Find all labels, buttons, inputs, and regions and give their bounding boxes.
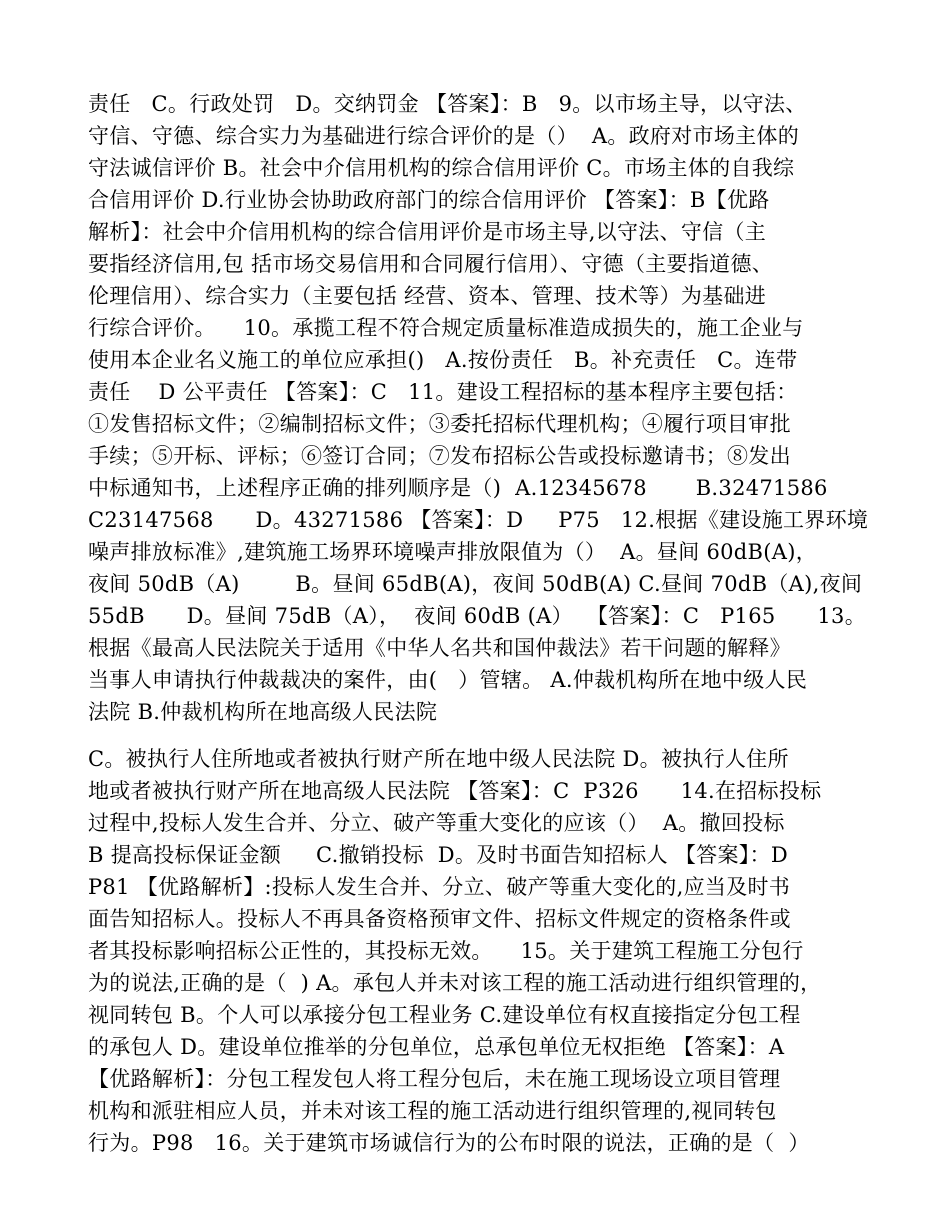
text-line: P81 【优路解析】:投标人发生合并、分立、破产等重大变化的,应当及时书	[88, 875, 791, 899]
text-line: 手续；⑤开标、评标；⑥签订合同；⑦发布招标公告或投标邀请书；⑧发出	[88, 444, 791, 468]
text-line: 责任 D 公平责任 【答案】：C 11。建设工程招标的基本程序主要包括：	[88, 380, 798, 404]
text-line: 行为。P98 16。关于建筑市场诚信行为的公布时限的说法，正确的是（ ）	[88, 1131, 810, 1155]
paragraph-gap	[88, 728, 868, 743]
text-line: 【优路解析】：分包工程发包人将工程分包后，未在施工现场设立项目管理	[88, 1067, 781, 1091]
text-line: 面告知招标人。投标人不再具备资格预审文件、招标文件规定的资格条件或	[88, 907, 791, 931]
text-line: 当事人申请执行仲裁裁决的案件，由( ）管辖。 A.仲裁机构所在地中级人民	[88, 668, 808, 692]
text-line: 55dB D。昼间 75dB（A）， 夜间 60dB (A） 【答案】：C P165 13。	[88, 604, 867, 628]
text-line: 机构和派驻相应人员，并未对该工程的施工活动进行组织管理的,视同转包	[88, 1099, 777, 1123]
text-line: C。被执行人住所地或者被执行财产所在地中级人民法院 D。被执行人住所	[88, 747, 789, 771]
text-line: B 提高投标保证金额 C.撤销投标 D。及时书面告知招标人 【答案】：D	[88, 843, 788, 867]
text-line: 行综合评价。 10。承揽工程不符合规定质量标准造成损失的，施工企业与	[88, 316, 804, 340]
text-line: 守法诚信评价 B。社会中介信用机构的综合信用评价 C。市场主体的自我综	[88, 156, 795, 180]
text-line: 者其投标影响招标公正性的，其投标无效。 15。关于建筑工程施工分包行	[88, 939, 804, 963]
text-line: 守信、守德、综合实力为基础进行综合评价的是（） A。政府对市场主体的	[88, 124, 800, 148]
text-line: 伦理信用）、综合实力（主要包括 经营、资本、管理、技术等）为基础进	[88, 284, 767, 308]
text-line: 视同转包 B。个人可以承接分包工程业务 C.建设单位有权直接指定分包工程	[88, 1003, 801, 1027]
text-line: 合信用评价 D.行业协会协助政府部门的综合信用评价 【答案】：B【优路	[88, 188, 770, 212]
text-line: 使用本企业名义施工的单位应承担() A.按份责任 B。补充责任 C。连带	[88, 348, 798, 372]
text-line: 法院 B.仲裁机构所在地高级人民法院	[88, 700, 438, 724]
document-page	[88, 88, 868, 1159]
text-line: 夜间 50dB（A) B。昼间 65dB(A)，夜间 50dB(A) C.昼间 70dB（A),夜间	[88, 572, 863, 596]
paragraph-block-2	[88, 743, 868, 1159]
text-line: 根据《最高人民法院关于适用《中华人名共和国仲裁法》若干问题的解释》	[88, 636, 791, 660]
text-line: 为的说法,正确的是（ ) A。承包人并未对该工程的施工活动进行组织管理的，	[88, 971, 822, 995]
text-line: 的承包人 D。建设单位推举的分包单位，总承包单位无权拒绝 【答案】：A	[88, 1035, 785, 1059]
text-line: 要指经济信用,包 括市场交易信用和合同履行信用）、守德（主要指道德、	[88, 252, 774, 276]
paragraph-block-1	[88, 88, 868, 728]
text-line: C23147568 D。43271586 【答案】：D P75 12.根据《建设施工界环境	[88, 508, 869, 532]
text-line: 中标通知书，上述程序正确的排列顺序是（) A.12345678 B.32471586	[88, 476, 828, 500]
text-line: 解析】：社会中介信用机构的综合信用评价是市场主导,以守法、守信（主	[88, 220, 767, 244]
text-line: 过程中,投标人发生合并、分立、破产等重大变化的应该（） A。撤回投标	[88, 811, 785, 835]
text-line: 噪声排放标准》,建筑施工场界环境噪声排放限值为（） A。昼间 60dB(A)，	[88, 540, 818, 564]
text-line: 责任 C。行政处罚 D。交纳罚金 【答案】：B 9。以市场主导，以守法、	[88, 92, 807, 116]
text-line: 地或者被执行财产所在地高级人民法院 【答案】：C P326 14.在招标投标	[88, 779, 822, 803]
text-line: ①发售招标文件；②编制招标文件；③委托招标代理机构；④履行项目审批	[88, 412, 791, 436]
